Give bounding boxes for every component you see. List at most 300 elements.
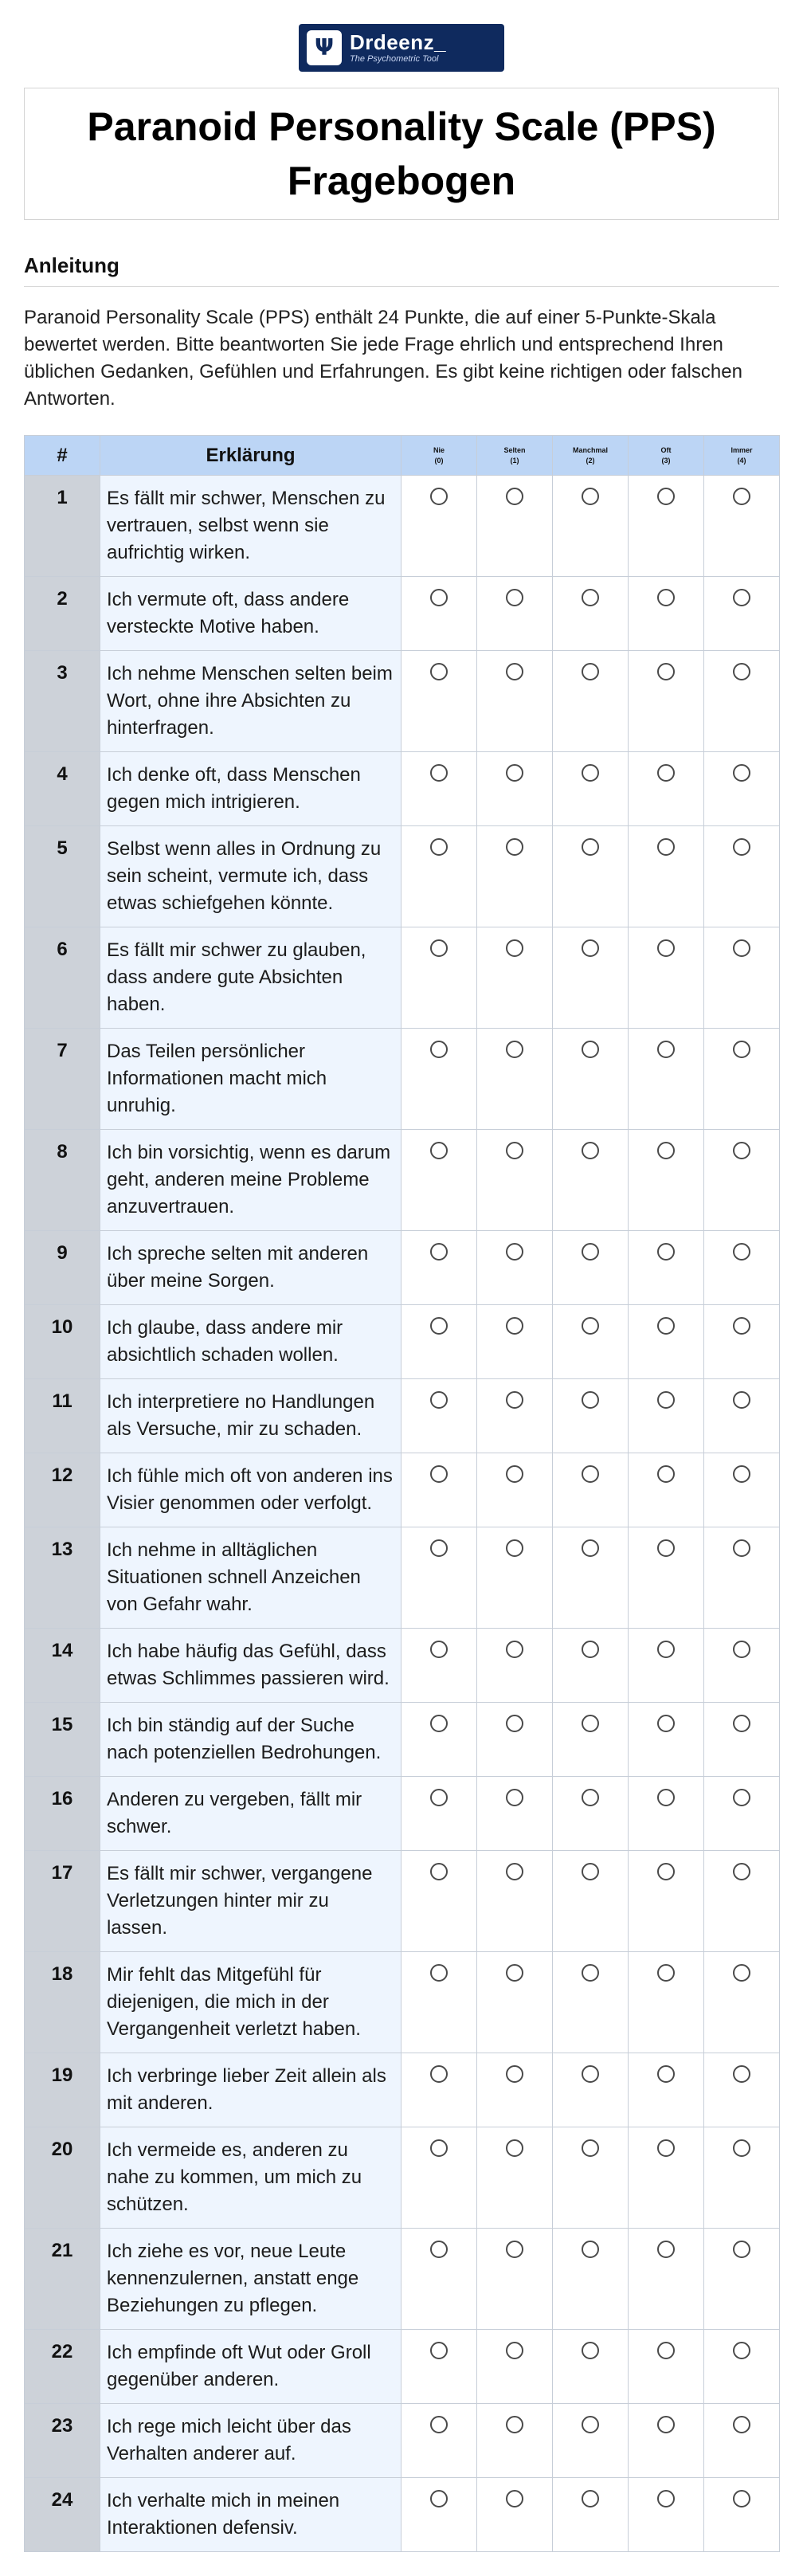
option-cell-rarely — [477, 2404, 553, 2478]
option-label: Immer — [731, 445, 753, 454]
option-cell-never — [402, 2404, 477, 2478]
radio-always[interactable] — [733, 2490, 750, 2507]
option-cell-always — [704, 2229, 780, 2330]
instructions-text: Paranoid Personality Scale (PPS) enthält 24 Punkte, die auf einer 5-Punkte-Skala bewertet werden. Bitte beantworten Sie jede Frage ehrlich und entsprechend Ihren üblichen Gedanken, Gefühlen und Erfahrungen. Es gibt keine richtigen oder falschen Antworten. — [24, 307, 742, 410]
option-cell-never — [402, 1527, 477, 1629]
option-cell-rarely — [477, 2053, 553, 2127]
radio-rarely[interactable] — [506, 1863, 523, 1880]
radio-sometimes[interactable] — [582, 1641, 599, 1658]
option-cell-never — [402, 1703, 477, 1777]
option-cell-rarely — [477, 1777, 553, 1851]
option-cell-rarely — [477, 651, 553, 752]
logo-name: Drdeenz_ — [350, 30, 447, 54]
option-cell-never — [402, 2330, 477, 2404]
option-cell-always — [704, 1029, 780, 1130]
option-cell-sometimes — [553, 2229, 629, 2330]
option-cell-rarely — [477, 1305, 553, 1379]
item-number: 9 — [25, 1231, 100, 1305]
item-number: 24 — [25, 2478, 100, 2552]
option-cell-never — [402, 1305, 477, 1379]
option-cell-always — [704, 1629, 780, 1703]
radio-often[interactable] — [657, 1317, 675, 1335]
option-cell-sometimes — [553, 651, 629, 752]
radio-never[interactable] — [430, 1863, 448, 1880]
header-option-rarely — [477, 436, 553, 476]
option-cell-rarely — [477, 1851, 553, 1952]
radio-never[interactable] — [430, 663, 448, 680]
radio-often[interactable] — [657, 1391, 675, 1409]
option-cell-rarely — [477, 826, 553, 927]
radio-never[interactable] — [430, 1041, 448, 1058]
item-number: 1 — [25, 476, 100, 577]
option-cell-often — [629, 2478, 704, 2552]
option-cell-rarely — [477, 1029, 553, 1130]
radio-always[interactable] — [733, 1539, 750, 1557]
radio-always[interactable] — [733, 2139, 750, 2157]
radio-always[interactable] — [733, 2065, 750, 2083]
radio-sometimes[interactable] — [582, 1391, 599, 1409]
option-cell-never — [402, 1851, 477, 1952]
radio-rarely[interactable] — [506, 1041, 523, 1058]
option-cell-sometimes — [553, 2404, 629, 2478]
radio-often[interactable] — [657, 1041, 675, 1058]
item-number: 13 — [25, 1527, 100, 1629]
radio-rarely[interactable] — [506, 939, 523, 957]
table-row — [25, 2127, 780, 2229]
item-number: 3 — [25, 651, 100, 752]
item-statement: Ich habe häufig das Gefühl, dass etwas Schlimmes passieren wird. — [100, 1629, 402, 1703]
radio-never[interactable] — [430, 1964, 448, 1982]
radio-sometimes[interactable] — [582, 1243, 599, 1261]
option-cell-sometimes — [553, 1777, 629, 1851]
option-cell-always — [704, 577, 780, 651]
radio-often[interactable] — [657, 939, 675, 957]
option-cell-often — [629, 2229, 704, 2330]
option-cell-always — [704, 476, 780, 577]
item-number: 23 — [25, 2404, 100, 2478]
radio-rarely[interactable] — [506, 1243, 523, 1261]
option-label: Selten — [503, 445, 526, 454]
radio-often[interactable] — [657, 663, 675, 680]
radio-sometimes[interactable] — [582, 1465, 599, 1483]
radio-rarely[interactable] — [506, 1391, 523, 1409]
option-label: Oft — [660, 445, 672, 454]
radio-sometimes[interactable] — [582, 939, 599, 957]
radio-rarely[interactable] — [506, 1789, 523, 1806]
item-statement: Ich interpretiere no Handlungen als Versuche, mir zu schaden. — [100, 1379, 402, 1453]
table-row — [25, 476, 780, 577]
option-cell-always — [704, 2330, 780, 2404]
radio-never[interactable] — [430, 2342, 448, 2359]
title-box — [24, 88, 779, 220]
table-row — [25, 1305, 780, 1379]
item-statement: Ich glaube, dass andere mir absichtlich schaden wollen. — [100, 1305, 402, 1379]
option-cell-sometimes — [553, 2330, 629, 2404]
radio-rarely[interactable] — [506, 2416, 523, 2433]
option-cell-never — [402, 1952, 477, 2053]
item-statement: Ich vermeide es, anderen zu nahe zu kommen, um mich zu schützen. — [100, 2127, 402, 2229]
option-cell-often — [629, 1130, 704, 1231]
option-cell-never — [402, 1231, 477, 1305]
instructions-heading: Anleitung — [24, 253, 779, 287]
psi-logo-icon: Ψ — [307, 30, 342, 65]
table-row — [25, 1851, 780, 1952]
option-cell-always — [704, 1952, 780, 2053]
item-number: 22 — [25, 2330, 100, 2404]
header-option-sometimes — [553, 436, 629, 476]
radio-sometimes[interactable] — [582, 2490, 599, 2507]
table-row — [25, 2229, 780, 2330]
item-statement: Ich nehme Menschen selten beim Wort, ohne ihre Absichten zu hinterfragen. — [100, 651, 402, 752]
radio-often[interactable] — [657, 1715, 675, 1732]
item-number: 11 — [25, 1379, 100, 1453]
option-value: (0) — [434, 456, 444, 465]
logo-wrapper — [24, 24, 779, 72]
option-cell-never — [402, 1029, 477, 1130]
radio-sometimes[interactable] — [582, 1539, 599, 1557]
option-cell-often — [629, 1851, 704, 1952]
option-cell-always — [704, 1231, 780, 1305]
radio-sometimes[interactable] — [582, 2065, 599, 2083]
radio-rarely[interactable] — [506, 1465, 523, 1483]
option-cell-never — [402, 476, 477, 577]
table-body — [25, 476, 780, 2552]
item-statement: Anderen zu vergeben, fällt mir schwer. — [100, 1777, 402, 1851]
item-number: 10 — [25, 1305, 100, 1379]
radio-sometimes[interactable] — [582, 2416, 599, 2433]
option-cell-always — [704, 927, 780, 1029]
option-cell-often — [629, 1231, 704, 1305]
radio-rarely[interactable] — [506, 1715, 523, 1732]
item-number: 21 — [25, 2229, 100, 2330]
option-cell-often — [629, 927, 704, 1029]
radio-rarely[interactable] — [506, 663, 523, 680]
header-statement: Erklärung — [100, 436, 402, 476]
item-statement: Es fällt mir schwer, vergangene Verletzungen hinter mir zu lassen. — [100, 1851, 402, 1952]
item-statement: Ich empfinde oft Wut oder Groll gegenüber anderen. — [100, 2330, 402, 2404]
radio-often[interactable] — [657, 764, 675, 782]
radio-always[interactable] — [733, 589, 750, 606]
item-number: 18 — [25, 1952, 100, 2053]
option-value: (4) — [737, 456, 746, 465]
radio-sometimes[interactable] — [582, 2241, 599, 2258]
option-cell-sometimes — [553, 1952, 629, 2053]
option-cell-rarely — [477, 1231, 553, 1305]
option-cell-sometimes — [553, 2127, 629, 2229]
radio-sometimes[interactable] — [582, 2342, 599, 2359]
table-row — [25, 2330, 780, 2404]
radio-never[interactable] — [430, 1391, 448, 1409]
option-cell-rarely — [477, 1629, 553, 1703]
item-statement: Ich denke oft, dass Menschen gegen mich intrigieren. — [100, 752, 402, 826]
radio-never[interactable] — [430, 2241, 448, 2258]
radio-often[interactable] — [657, 589, 675, 606]
option-cell-rarely — [477, 752, 553, 826]
option-cell-sometimes — [553, 1851, 629, 1952]
option-cell-always — [704, 1527, 780, 1629]
item-statement: Ich vermute oft, dass andere versteckte Motive haben. — [100, 577, 402, 651]
radio-never[interactable] — [430, 1539, 448, 1557]
radio-sometimes[interactable] — [582, 488, 599, 505]
item-statement: Ich spreche selten mit anderen über meine Sorgen. — [100, 1231, 402, 1305]
radio-often[interactable] — [657, 838, 675, 856]
table-row — [25, 752, 780, 826]
option-cell-often — [629, 826, 704, 927]
table-header-row — [25, 436, 780, 476]
item-number: 5 — [25, 826, 100, 927]
option-cell-sometimes — [553, 1305, 629, 1379]
radio-never[interactable] — [430, 589, 448, 606]
option-cell-rarely — [477, 1379, 553, 1453]
option-cell-never — [402, 826, 477, 927]
item-number: 17 — [25, 1851, 100, 1952]
radio-never[interactable] — [430, 838, 448, 856]
option-cell-rarely — [477, 1453, 553, 1527]
radio-often[interactable] — [657, 1142, 675, 1159]
radio-rarely[interactable] — [506, 1142, 523, 1159]
item-statement: Ich ziehe es vor, neue Leute kennenzulernen, anstatt enge Beziehungen zu pflegen. — [100, 2229, 402, 2330]
radio-often[interactable] — [657, 1539, 675, 1557]
radio-often[interactable] — [657, 1243, 675, 1261]
option-cell-often — [629, 2330, 704, 2404]
radio-never[interactable] — [430, 2416, 448, 2433]
option-cell-often — [629, 1952, 704, 2053]
radio-always[interactable] — [733, 1041, 750, 1058]
radio-always[interactable] — [733, 1465, 750, 1483]
radio-always[interactable] — [733, 939, 750, 957]
option-cell-rarely — [477, 476, 553, 577]
option-cell-sometimes — [553, 476, 629, 577]
item-statement: Selbst wenn alles in Ordnung zu sein scheint, vermute ich, dass etwas schiefgehen könnte. — [100, 826, 402, 927]
logo-text — [350, 31, 446, 65]
option-cell-often — [629, 2404, 704, 2478]
radio-rarely[interactable] — [506, 1964, 523, 1982]
option-cell-never — [402, 1777, 477, 1851]
radio-often[interactable] — [657, 1641, 675, 1658]
radio-often[interactable] — [657, 1789, 675, 1806]
questionnaire-table — [24, 435, 780, 2552]
radio-often[interactable] — [657, 2065, 675, 2083]
radio-always[interactable] — [733, 1391, 750, 1409]
radio-never[interactable] — [430, 2490, 448, 2507]
radio-sometimes[interactable] — [582, 663, 599, 680]
radio-always[interactable] — [733, 2241, 750, 2258]
option-cell-often — [629, 2127, 704, 2229]
option-cell-always — [704, 651, 780, 752]
option-cell-sometimes — [553, 1453, 629, 1527]
radio-rarely[interactable] — [506, 764, 523, 782]
radio-always[interactable] — [733, 1789, 750, 1806]
option-cell-often — [629, 2053, 704, 2127]
option-cell-rarely — [477, 2229, 553, 2330]
option-cell-always — [704, 1453, 780, 1527]
radio-rarely[interactable] — [506, 2065, 523, 2083]
radio-sometimes[interactable] — [582, 838, 599, 856]
table-row — [25, 1231, 780, 1305]
option-cell-never — [402, 651, 477, 752]
item-number: 2 — [25, 577, 100, 651]
radio-rarely[interactable] — [506, 1641, 523, 1658]
option-cell-always — [704, 1851, 780, 1952]
option-cell-often — [629, 1029, 704, 1130]
option-label: Manchmal — [572, 445, 608, 454]
table-row — [25, 1952, 780, 2053]
radio-rarely[interactable] — [506, 2490, 523, 2507]
radio-sometimes[interactable] — [582, 1317, 599, 1335]
table-row — [25, 1029, 780, 1130]
option-cell-sometimes — [553, 752, 629, 826]
option-cell-never — [402, 2229, 477, 2330]
radio-never[interactable] — [430, 1789, 448, 1806]
radio-always[interactable] — [733, 1641, 750, 1658]
brand-logo — [299, 24, 504, 72]
radio-rarely[interactable] — [506, 2241, 523, 2258]
table-row — [25, 651, 780, 752]
option-cell-sometimes — [553, 1703, 629, 1777]
radio-sometimes[interactable] — [582, 1715, 599, 1732]
item-statement: Es fällt mir schwer, Menschen zu vertrauen, selbst wenn sie aufrichtig wirken. — [100, 476, 402, 577]
radio-always[interactable] — [733, 2342, 750, 2359]
option-cell-sometimes — [553, 1130, 629, 1231]
item-statement: Das Teilen persönlicher Informationen macht mich unruhig. — [100, 1029, 402, 1130]
radio-sometimes[interactable] — [582, 1789, 599, 1806]
option-cell-often — [629, 752, 704, 826]
radio-never[interactable] — [430, 764, 448, 782]
radio-often[interactable] — [657, 488, 675, 505]
item-number: 14 — [25, 1629, 100, 1703]
radio-always[interactable] — [733, 1863, 750, 1880]
option-cell-never — [402, 2053, 477, 2127]
radio-rarely[interactable] — [506, 2139, 523, 2157]
option-cell-rarely — [477, 927, 553, 1029]
option-cell-often — [629, 651, 704, 752]
option-cell-sometimes — [553, 1379, 629, 1453]
radio-sometimes[interactable] — [582, 1863, 599, 1880]
option-cell-sometimes — [553, 1527, 629, 1629]
radio-always[interactable] — [733, 2416, 750, 2433]
option-cell-sometimes — [553, 826, 629, 927]
table-row — [25, 927, 780, 1029]
option-cell-always — [704, 2478, 780, 2552]
radio-rarely[interactable] — [506, 1539, 523, 1557]
table-row — [25, 1777, 780, 1851]
option-cell-never — [402, 1379, 477, 1453]
header-option-always — [704, 436, 780, 476]
option-cell-always — [704, 826, 780, 927]
radio-never[interactable] — [430, 1142, 448, 1159]
table-row — [25, 1703, 780, 1777]
radio-sometimes[interactable] — [582, 2139, 599, 2157]
option-cell-always — [704, 1130, 780, 1231]
radio-rarely[interactable] — [506, 1317, 523, 1335]
item-number: 8 — [25, 1130, 100, 1231]
radio-sometimes[interactable] — [582, 1964, 599, 1982]
option-cell-never — [402, 1629, 477, 1703]
option-cell-sometimes — [553, 2478, 629, 2552]
radio-always[interactable] — [733, 1317, 750, 1335]
option-cell-often — [629, 1629, 704, 1703]
option-cell-sometimes — [553, 1231, 629, 1305]
option-cell-rarely — [477, 1527, 553, 1629]
radio-always[interactable] — [733, 1243, 750, 1261]
option-value: (1) — [510, 456, 519, 465]
radio-always[interactable] — [733, 838, 750, 856]
radio-rarely[interactable] — [506, 838, 523, 856]
radio-always[interactable] — [733, 1715, 750, 1732]
item-number: 19 — [25, 2053, 100, 2127]
radio-sometimes[interactable] — [582, 1142, 599, 1159]
option-cell-sometimes — [553, 2053, 629, 2127]
option-cell-often — [629, 1453, 704, 1527]
radio-rarely[interactable] — [506, 488, 523, 505]
option-cell-sometimes — [553, 1629, 629, 1703]
radio-never[interactable] — [430, 488, 448, 505]
radio-never[interactable] — [430, 2139, 448, 2157]
option-cell-rarely — [477, 2330, 553, 2404]
table-row — [25, 2404, 780, 2478]
option-cell-never — [402, 927, 477, 1029]
option-cell-rarely — [477, 2127, 553, 2229]
radio-often[interactable] — [657, 2342, 675, 2359]
table-row — [25, 1629, 780, 1703]
table-row — [25, 2053, 780, 2127]
option-cell-always — [704, 752, 780, 826]
radio-never[interactable] — [430, 1641, 448, 1658]
radio-never[interactable] — [430, 939, 448, 957]
option-cell-always — [704, 2053, 780, 2127]
header-option-often — [629, 436, 704, 476]
radio-often[interactable] — [657, 1863, 675, 1880]
radio-often[interactable] — [657, 2139, 675, 2157]
option-cell-sometimes — [553, 577, 629, 651]
header-number: # — [25, 436, 100, 476]
radio-sometimes[interactable] — [582, 1041, 599, 1058]
radio-often[interactable] — [657, 2416, 675, 2433]
radio-always[interactable] — [733, 1964, 750, 1982]
radio-always[interactable] — [733, 663, 750, 680]
option-cell-rarely — [477, 2478, 553, 2552]
table-row — [25, 2478, 780, 2552]
radio-never[interactable] — [430, 1243, 448, 1261]
radio-never[interactable] — [430, 2065, 448, 2083]
option-cell-never — [402, 2478, 477, 2552]
radio-always[interactable] — [733, 1142, 750, 1159]
radio-sometimes[interactable] — [582, 589, 599, 606]
option-cell-always — [704, 1777, 780, 1851]
radio-never[interactable] — [430, 1715, 448, 1732]
option-cell-often — [629, 1527, 704, 1629]
radio-always[interactable] — [733, 488, 750, 505]
radio-always[interactable] — [733, 764, 750, 782]
item-statement: Ich verbringe lieber Zeit allein als mit anderen. — [100, 2053, 402, 2127]
page-title: Paranoid Personality Scale (PPS) Fragebogen — [87, 104, 716, 203]
radio-often[interactable] — [657, 2490, 675, 2507]
option-cell-never — [402, 1453, 477, 1527]
radio-often[interactable] — [657, 1964, 675, 1982]
radio-rarely[interactable] — [506, 2342, 523, 2359]
option-cell-never — [402, 752, 477, 826]
radio-never[interactable] — [430, 1465, 448, 1483]
option-cell-always — [704, 2404, 780, 2478]
item-number: 16 — [25, 1777, 100, 1851]
radio-rarely[interactable] — [506, 589, 523, 606]
option-cell-always — [704, 1703, 780, 1777]
radio-often[interactable] — [657, 2241, 675, 2258]
radio-often[interactable] — [657, 1465, 675, 1483]
radio-never[interactable] — [430, 1317, 448, 1335]
option-label: Nie — [433, 445, 445, 454]
radio-sometimes[interactable] — [582, 764, 599, 782]
